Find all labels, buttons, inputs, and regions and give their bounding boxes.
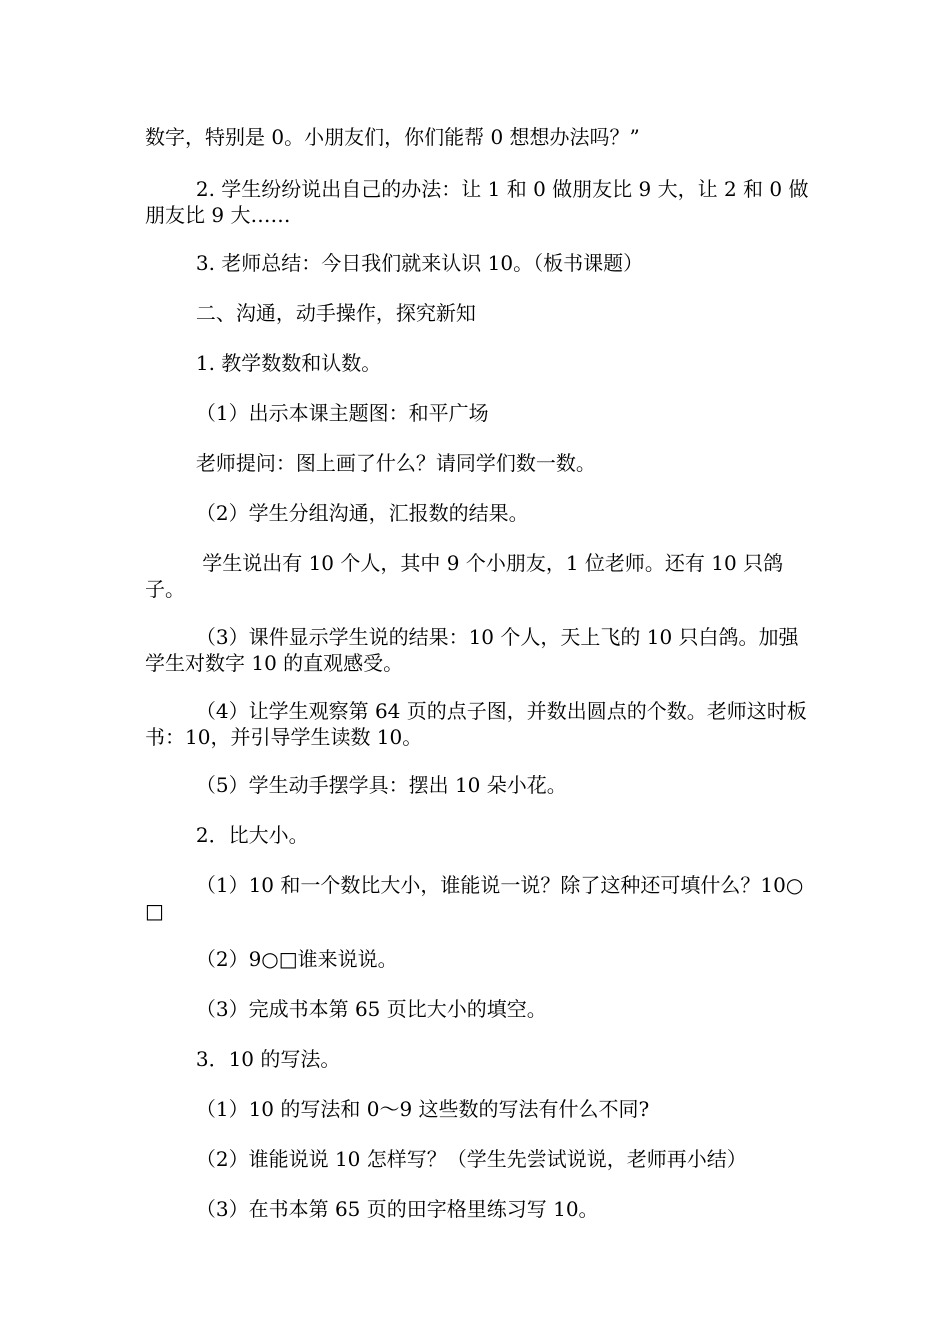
paragraph-20: （3）在书本第 65 页的田字格里练习写 10。 bbox=[145, 1197, 599, 1221]
paragraph-13: 2．比大小。 bbox=[145, 823, 309, 847]
paragraph-7: 老师提问：图上画了什么？请同学们数一数。 bbox=[145, 451, 596, 475]
paragraph-3: 3. 老师总结：今日我们就来认识 10。（板书课题） bbox=[145, 251, 644, 275]
paragraph-15: （2）9○□谁来说说。 bbox=[145, 947, 398, 971]
paragraph-18: （1）10 的写法和 0～9 这些数的写法有什么不同? bbox=[145, 1097, 650, 1121]
paragraph-10: （3）课件显示学生说的结果：10 个人，天上飞的 10 只白鸽。加强学生对数字 10 的直观感受。 bbox=[145, 625, 799, 675]
paragraph-19: （2）谁能说说 10 怎样写？（学生先尝试说说，老师再小结） bbox=[145, 1147, 747, 1171]
paragraph-5: 1. 教学数数和认数。 bbox=[145, 351, 382, 375]
paragraph-12: （5）学生动手摆学具：摆出 10 朵小花。 bbox=[145, 773, 567, 797]
paragraph-14: （1）10 和一个数比大小，谁能说一说？除了这种还可填什么？10○□ bbox=[145, 873, 804, 923]
paragraph-11: （4）让学生观察第 64 页的点子图，并数出圆点的个数。老师这时板书：10，并引导学生读数 10。 bbox=[145, 699, 807, 749]
paragraph-17: 3．10 的写法。 bbox=[145, 1047, 341, 1071]
paragraph-1: 数字，特别是 0。小朋友们，你们能帮 0 想想办法吗？” bbox=[145, 125, 640, 149]
paragraph-6: （1）出示本课主题图：和平广场 bbox=[145, 401, 489, 425]
paragraph-2: 2. 学生纷纷说出自己的办法：让 1 和 0 做朋友比 9 大，让 2 和 0 做朋友比 9 大…… bbox=[145, 177, 809, 227]
paragraph-9: 学生说出有 10 个人，其中 9 个小朋友，1 位老师。还有 10 只鸽子。 bbox=[145, 551, 784, 601]
paragraph-16: （3）完成书本第 65 页比大小的填空。 bbox=[145, 997, 547, 1021]
section-heading-2: 二、沟通，动手操作，探究新知 bbox=[145, 301, 476, 325]
paragraph-8: （2）学生分组沟通，汇报数的结果。 bbox=[145, 501, 529, 525]
